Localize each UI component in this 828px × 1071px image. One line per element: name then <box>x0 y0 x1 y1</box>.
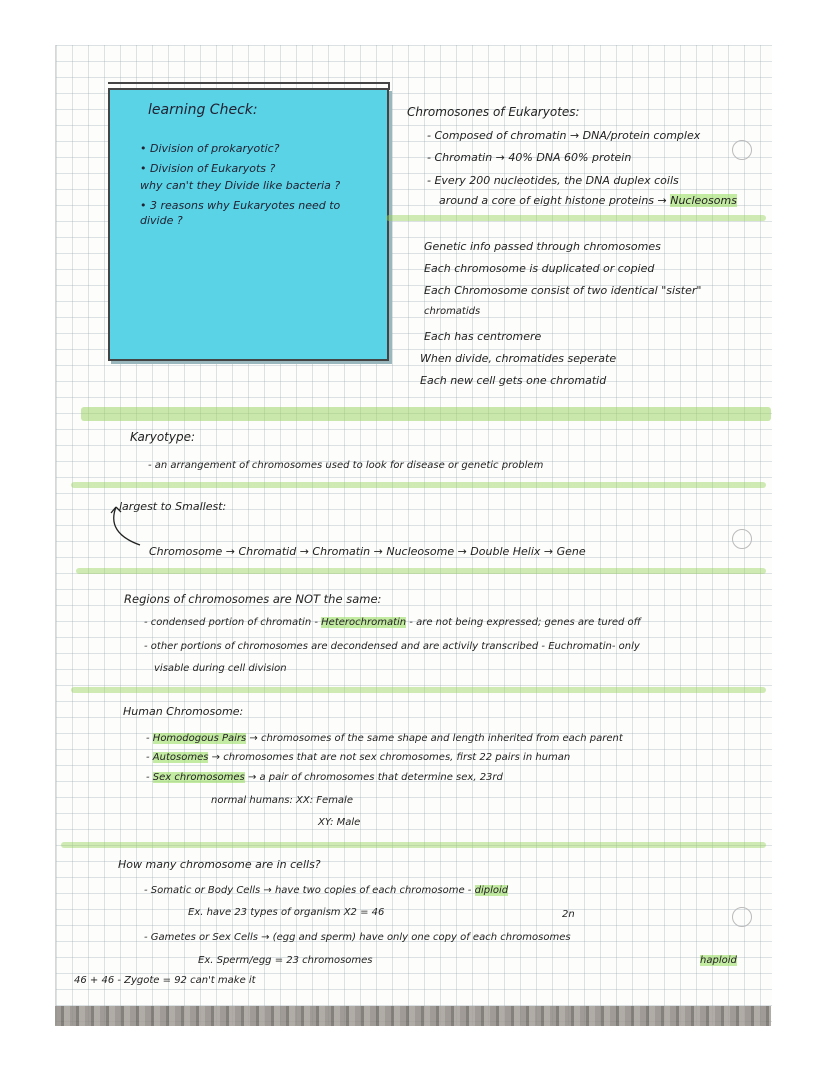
count-line-1 <box>144 885 508 898</box>
sex-chromosomes-highlight: Sex chromosomes <box>152 772 245 783</box>
regions-line-1 <box>144 617 641 630</box>
eukaryotes-line-4 <box>439 194 737 208</box>
genetic-line-2: Each chromosome is duplicated or copied <box>424 262 655 275</box>
genetic-line-5: Each has centromere <box>424 330 542 343</box>
highlight-divider-1 <box>386 215 766 221</box>
human-line-2-text: → chromosomes that are not sex chromosomes, first 22 pairs in human <box>211 752 571 763</box>
count-title: How many chromosome are in cells? <box>118 858 321 871</box>
highlight-divider-2 <box>81 407 771 421</box>
regions-line-2-text: - other portions of chromosomes are decondensed and are activily transcribed - <box>144 641 546 652</box>
count-line-4: Ex. Sperm/egg = 23 chromosomes <box>198 955 373 966</box>
human-title: Human Chromosome: <box>123 705 244 718</box>
sticky-question-1: • Division of prokaryotic? <box>140 142 280 155</box>
euchromatin-highlight: Euchromatin <box>548 641 612 652</box>
human-line-3-text: → a pair of chromosomes that determine sex, 23rd <box>247 772 503 783</box>
regions-title: Regions of chromosomes are NOT the same: <box>124 592 382 606</box>
regions-line-1-end: - are not being expressed; genes are tured off <box>409 617 641 628</box>
human-line-3: - Sex chromosomes → a pair of chromosomes that determine sex, 23rd <box>146 772 503 783</box>
regions-line-2 <box>144 641 640 654</box>
human-line-1-text: → chromosomes of the same shape and length inherited from each parent <box>249 733 623 744</box>
genetic-line-7: Each new cell gets one chromatid <box>420 374 607 387</box>
notebook-page <box>55 45 772 1025</box>
regions-line-1-text: - condensed portion of chromatin - <box>144 617 318 628</box>
karyotype-definition: - an arrangement of chromosomes used to look for disease or genetic problem <box>148 460 544 471</box>
eukaryotes-line-2: - Chromatin → 40% DNA 60% protein <box>427 151 632 164</box>
highlight-divider-4 <box>76 568 766 574</box>
genetic-line-3: Each Chromosome consist of two identical "sister" <box>424 284 702 297</box>
sticky-question-3: why can't they Divide like bacteria ? <box>140 179 341 192</box>
regions-line-2-end: - only <box>611 641 640 652</box>
count-line-2: Ex. have 23 types of organism X2 = 46 <box>188 907 385 918</box>
highlight-divider-5 <box>71 687 766 693</box>
count-line-5: 46 + 46 - Zygote = 92 can't make it <box>74 975 256 986</box>
genetic-line-1: Genetic info passed through chromosomes <box>424 240 661 253</box>
sticky-question-2: • Division of Eukaryots ? <box>140 162 276 175</box>
curved-arrow-icon <box>104 503 144 553</box>
human-line-2: - Autosomes → chromosomes that are not sex chromosomes, first 22 pairs in human <box>146 752 571 763</box>
highlight-divider-6 <box>61 842 766 848</box>
ring-hole-icon <box>732 529 752 549</box>
human-line-5: XY: Male <box>318 817 361 828</box>
human-line-1: - Homodogous Pairs → chromosomes of the same shape and length inherited from each parent <box>146 733 623 744</box>
eukaryotes-line-1: - Composed of chromatin → DNA/protein complex <box>427 129 701 142</box>
regions-line-3: visable during cell division <box>154 663 287 674</box>
human-line-4: normal humans: XX: Female <box>211 795 353 806</box>
count-2n: 2n <box>562 909 575 920</box>
homologous-highlight: Homodogous Pairs <box>152 733 247 744</box>
haploid-highlight: haploid <box>700 955 737 966</box>
sticky-question-5: divide ? <box>140 214 183 227</box>
page-bottom-edge <box>55 1006 771 1026</box>
genetic-line-4: chromatids <box>424 306 481 317</box>
karyotype-title: Karyotype: <box>130 430 196 444</box>
sticky-question-4: • 3 reasons why Eukaryotes need to <box>140 199 341 212</box>
nucleosome-highlight: Nucleosoms <box>670 194 737 207</box>
highlight-divider-3 <box>71 482 766 488</box>
haploid-label <box>700 955 737 968</box>
heterochromatin-highlight: Heterochromatin <box>321 617 407 628</box>
learning-check-sticky-note <box>108 88 389 361</box>
diploid-highlight: diploid <box>474 885 509 896</box>
count-line-3: - Gametes or Sex Cells → (egg and sperm) have only one copy of each chromosomes <box>144 932 571 943</box>
count-line-1-text: - Somatic or Body Cells → have two copies of each chromosome - <box>144 885 472 896</box>
order-title: largest to Smallest: <box>119 500 227 513</box>
eukaryotes-title: Chromosones of Eukaryotes: <box>407 105 580 119</box>
eukaryotes-line-3: - Every 200 nucleotides, the DNA duplex coils <box>427 174 679 187</box>
ring-hole-icon <box>732 140 752 160</box>
order-chain: Chromosome → Chromatid → Chromatin → Nucleosome → Double Helix → Gene <box>149 545 586 558</box>
ring-hole-icon <box>732 907 752 927</box>
eukaryotes-line-4-text: around a core of eight histone proteins → <box>439 194 667 207</box>
sticky-title: learning Check: <box>148 102 258 118</box>
autosomes-highlight: Autosomes <box>152 752 209 763</box>
genetic-line-6: When divide, chromatides seperate <box>420 352 617 365</box>
